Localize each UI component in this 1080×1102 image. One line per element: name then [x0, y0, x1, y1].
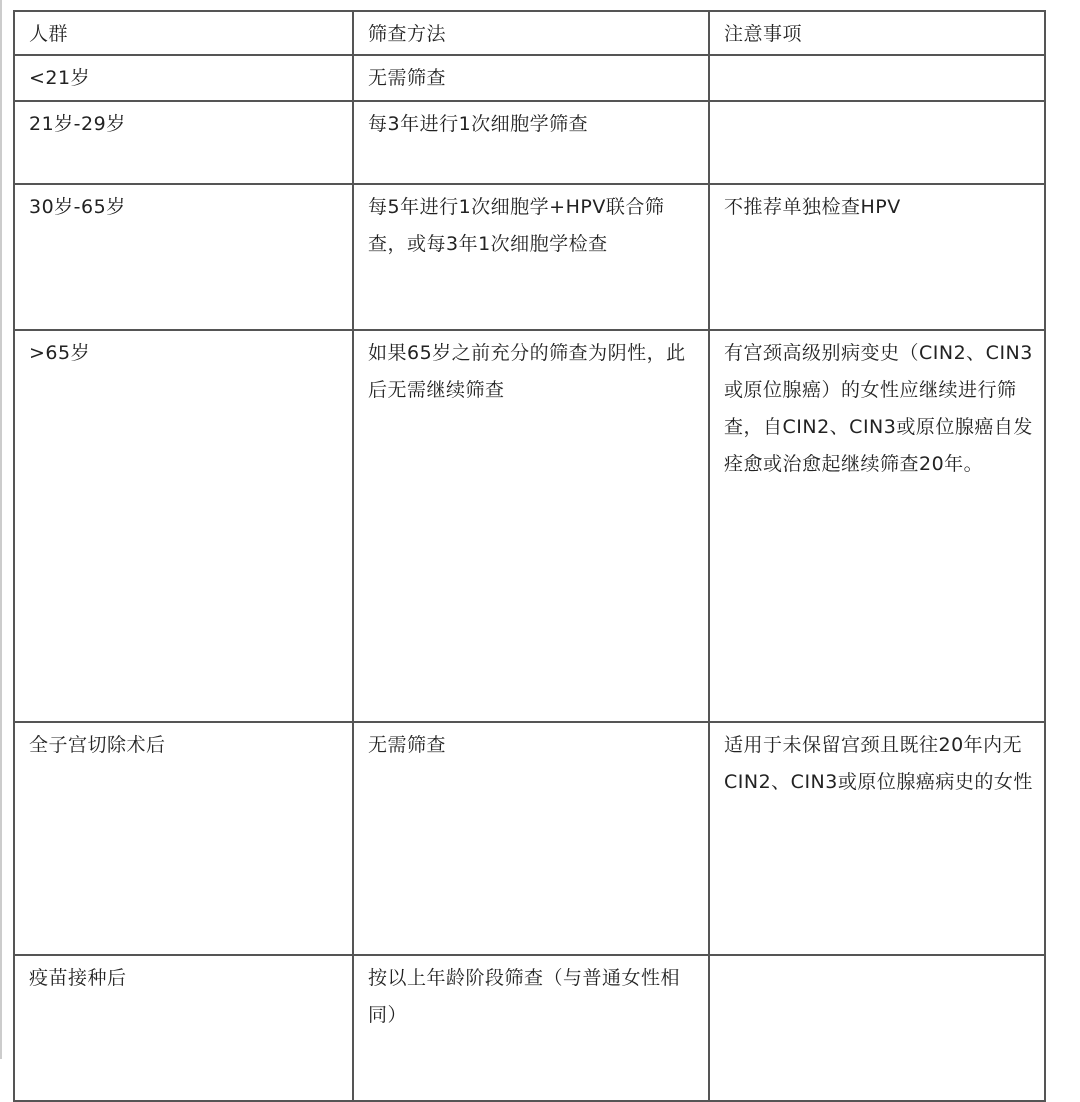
table-row: [14, 101, 1045, 184]
table-row: [14, 722, 1045, 955]
cell-method: 如果65岁之前充分的筛查为阴性，此后无需继续筛查: [353, 330, 709, 722]
cell-notes: [709, 955, 1045, 1101]
screening-table: [13, 10, 1046, 1102]
cell-method: 无需筛查: [353, 55, 709, 101]
cell-notes: [709, 55, 1045, 101]
cell-notes: [709, 101, 1045, 184]
header-population: 人群: [14, 11, 353, 55]
cell-population: 疫苗接种后: [14, 955, 353, 1101]
cell-notes: 不推荐单独检查HPV: [709, 184, 1045, 330]
cell-method: 按以上年龄阶段筛查（与普通女性相同）: [353, 955, 709, 1101]
cell-notes: 适用于未保留宫颈且既往20年内无CIN2、CIN3或原位腺癌病史的女性: [709, 722, 1045, 955]
cell-population: 全子宫切除术后: [14, 722, 353, 955]
cell-population: 30岁-65岁: [14, 184, 353, 330]
table-row: [14, 330, 1045, 722]
cell-method: 每3年进行1次细胞学筛查: [353, 101, 709, 184]
table-header-row: [14, 11, 1045, 55]
cell-population: 21岁-29岁: [14, 101, 353, 184]
table-row: [14, 184, 1045, 330]
table-row: [14, 955, 1045, 1101]
cell-method: 每5年进行1次细胞学+HPV联合筛查，或每3年1次细胞学检查: [353, 184, 709, 330]
table-row: [14, 55, 1045, 101]
header-notes: 注意事项: [709, 11, 1045, 55]
header-method: 筛查方法: [353, 11, 709, 55]
page-edge: [0, 0, 2, 1059]
cell-population: <21岁: [14, 55, 353, 101]
cell-method: 无需筛查: [353, 722, 709, 955]
cell-notes: 有宫颈高级别病变史（CIN2、CIN3或原位腺癌）的女性应继续进行筛查，自CIN2、CIN3或原位腺癌自发痊愈或治愈起继续筛查20年。: [709, 330, 1045, 722]
cell-population: >65岁: [14, 330, 353, 722]
